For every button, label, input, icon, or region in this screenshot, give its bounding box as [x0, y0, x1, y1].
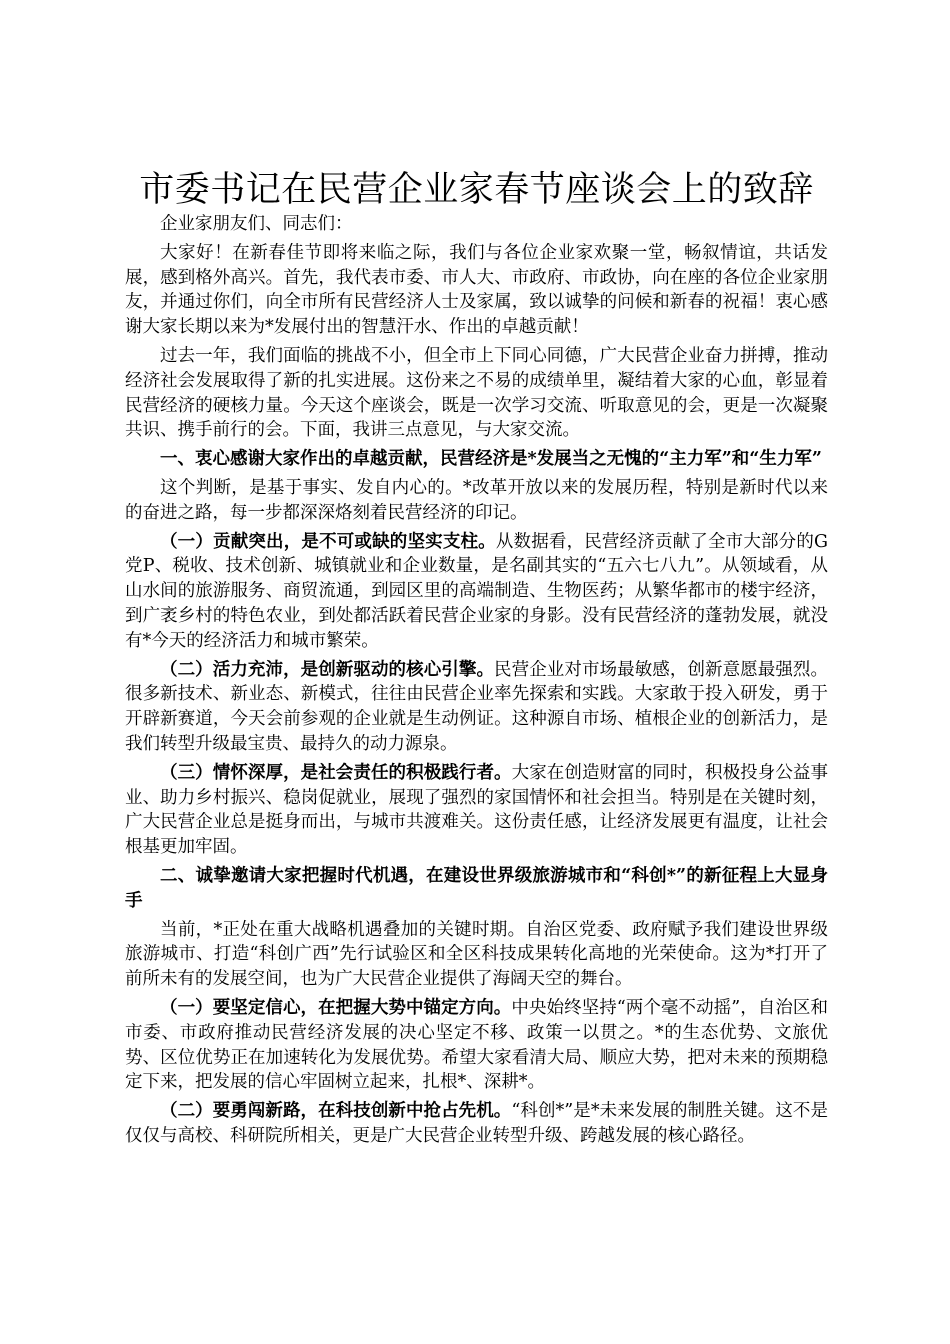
paragraph-section-1-intro: 这个判断，是基于事实、发自内心的。*改革开放以来的发展历程，特别是新时代以来的奋进之路，每一步都深深烙刻着民营经济的印记。	[125, 477, 828, 523]
subheading-new-path: （二）要勇闯新路，在科技创新中抢占先机。	[160, 1101, 512, 1122]
paragraph-responsibility	[125, 761, 828, 860]
subheading-responsibility: （三）情怀深厚，是社会责任的积极践行者。	[160, 762, 512, 783]
new-path-text: “科创*”是*未来发展的制胜关键。这不是仅仅与高校、科研院所相关，更是广大民营企业转型升级、跨越发展的核心路径。	[125, 1101, 828, 1146]
paragraph-innovation	[125, 658, 828, 757]
section-heading-2: 二、诚挚邀请大家把握时代机遇，在建设世界级旅游城市和“科创*”的新征程上大显身手	[125, 865, 828, 911]
innovation-text: 民营企业对市场最敏感，创新意愿最强烈。很多新技术、新业态、新模式，往往由民营企业率先探索和实践。大家敢于投入研发，勇于开辟新赛道，今天会前参观的企业就是生动例证。这种源自市场、植根企业的创新活力，是我们转型升级最宝贵、最持久的动力源泉。	[125, 659, 829, 754]
subheading-innovation: （二）活力充沛，是创新驱动的核心引擎。	[160, 659, 495, 680]
responsibility-text: 大家在创造财富的同时，积极投身公益事业、助力乡村振兴、稳岗促就业，展现了强烈的家国情怀和社会担当。特别是在关键时刻，广大民营企业总是挺身而出，与城市共渡难关。这份责任感，让经济发展更有温度，让社会根基更加牢固。	[125, 762, 829, 858]
paragraph-review: 过去一年，我们面临的挑战不小，但全市上下同心同德，广大民营企业奋力拼搏，推动经济社会发展取得了新的扎实进展。这份来之不易的成绩单里，凝结着大家的心血，彰显着民营经济的硬核力量。今天这个座谈会，既是一次学习交流、听取意见的会，更是一次凝聚共识、携手前行的会。下面，我讲三点意见，与大家交流。	[125, 345, 828, 441]
paragraph-new-path	[125, 1099, 828, 1149]
section-heading-1: 一、衷心感谢大家作出的卓越贡献，民营经济是*发展当之无愧的“主力军”和“生力军”	[160, 449, 822, 470]
paragraph-section-2-intro: 当前，*正处在重大战略机遇叠加的关键时期。自治区党委、政府赋予我们建设世界级旅游城市、打造“科创广西”先行试验区和全区科技成果转化高地的光荣使命。这为*打开了前所未有的发展空间，也为广大民营企业提供了海阔天空的舞台。	[125, 919, 828, 990]
document-title: 市委书记在民营企业家春节座谈会上的致辞	[139, 170, 814, 210]
paragraph-greeting: 大家好！在新春佳节即将来临之际，我们与各位企业家欢聚一堂，畅叙情谊，共话发展，感到格外高兴。首先，我代表市委、市人大、市政府、市政协，向在座的各位企业家朋友，并通过你们，向全市所有民营经济人士及家属，致以诚挚的问候和新春的祝福！衷心感谢大家长期以来为*发展付出的智慧汗水、作出的卓越贡献！	[125, 242, 828, 338]
confidence-text: 中央始终坚持“两个毫不动摇”，自治区和市委、市政府推动民营经济发展的决心坚定不移、政策一以贯之。*的生态优势、文旅优势、区位优势正在加速转化为发展优势。希望大家看清大局、顺应大势，把对未来的预期稳定下来，把发展的信心牢固树立起来，扎根*、深耕*。	[125, 997, 828, 1093]
contribution-text: 从数据看，民营经济贡献了全市大部分的G党P、税收、技术创新、城镇就业和企业数量，是名副其实的“五六七八九”。从领域看，从山水间的旅游服务、商贸流通，到园区里的高端制造、生物医药；从繁华都市的楼宇经济，到广袤乡村的特色农业，到处都活跃着民营企业家的身影。没有民营经济的蓬勃发展，就没有*今天的经济活力和城市繁荣。	[125, 531, 829, 651]
paragraph-confidence	[125, 996, 828, 1095]
subheading-contribution: （一）贡献突出，是不可或缺的坚实支柱。	[160, 531, 496, 552]
paragraph-contribution	[125, 530, 828, 654]
subheading-confidence: （一）要坚定信心，在把握大势中锚定方向。	[160, 997, 512, 1018]
salutation: 企业家朋友们、同志们：	[160, 214, 353, 234]
